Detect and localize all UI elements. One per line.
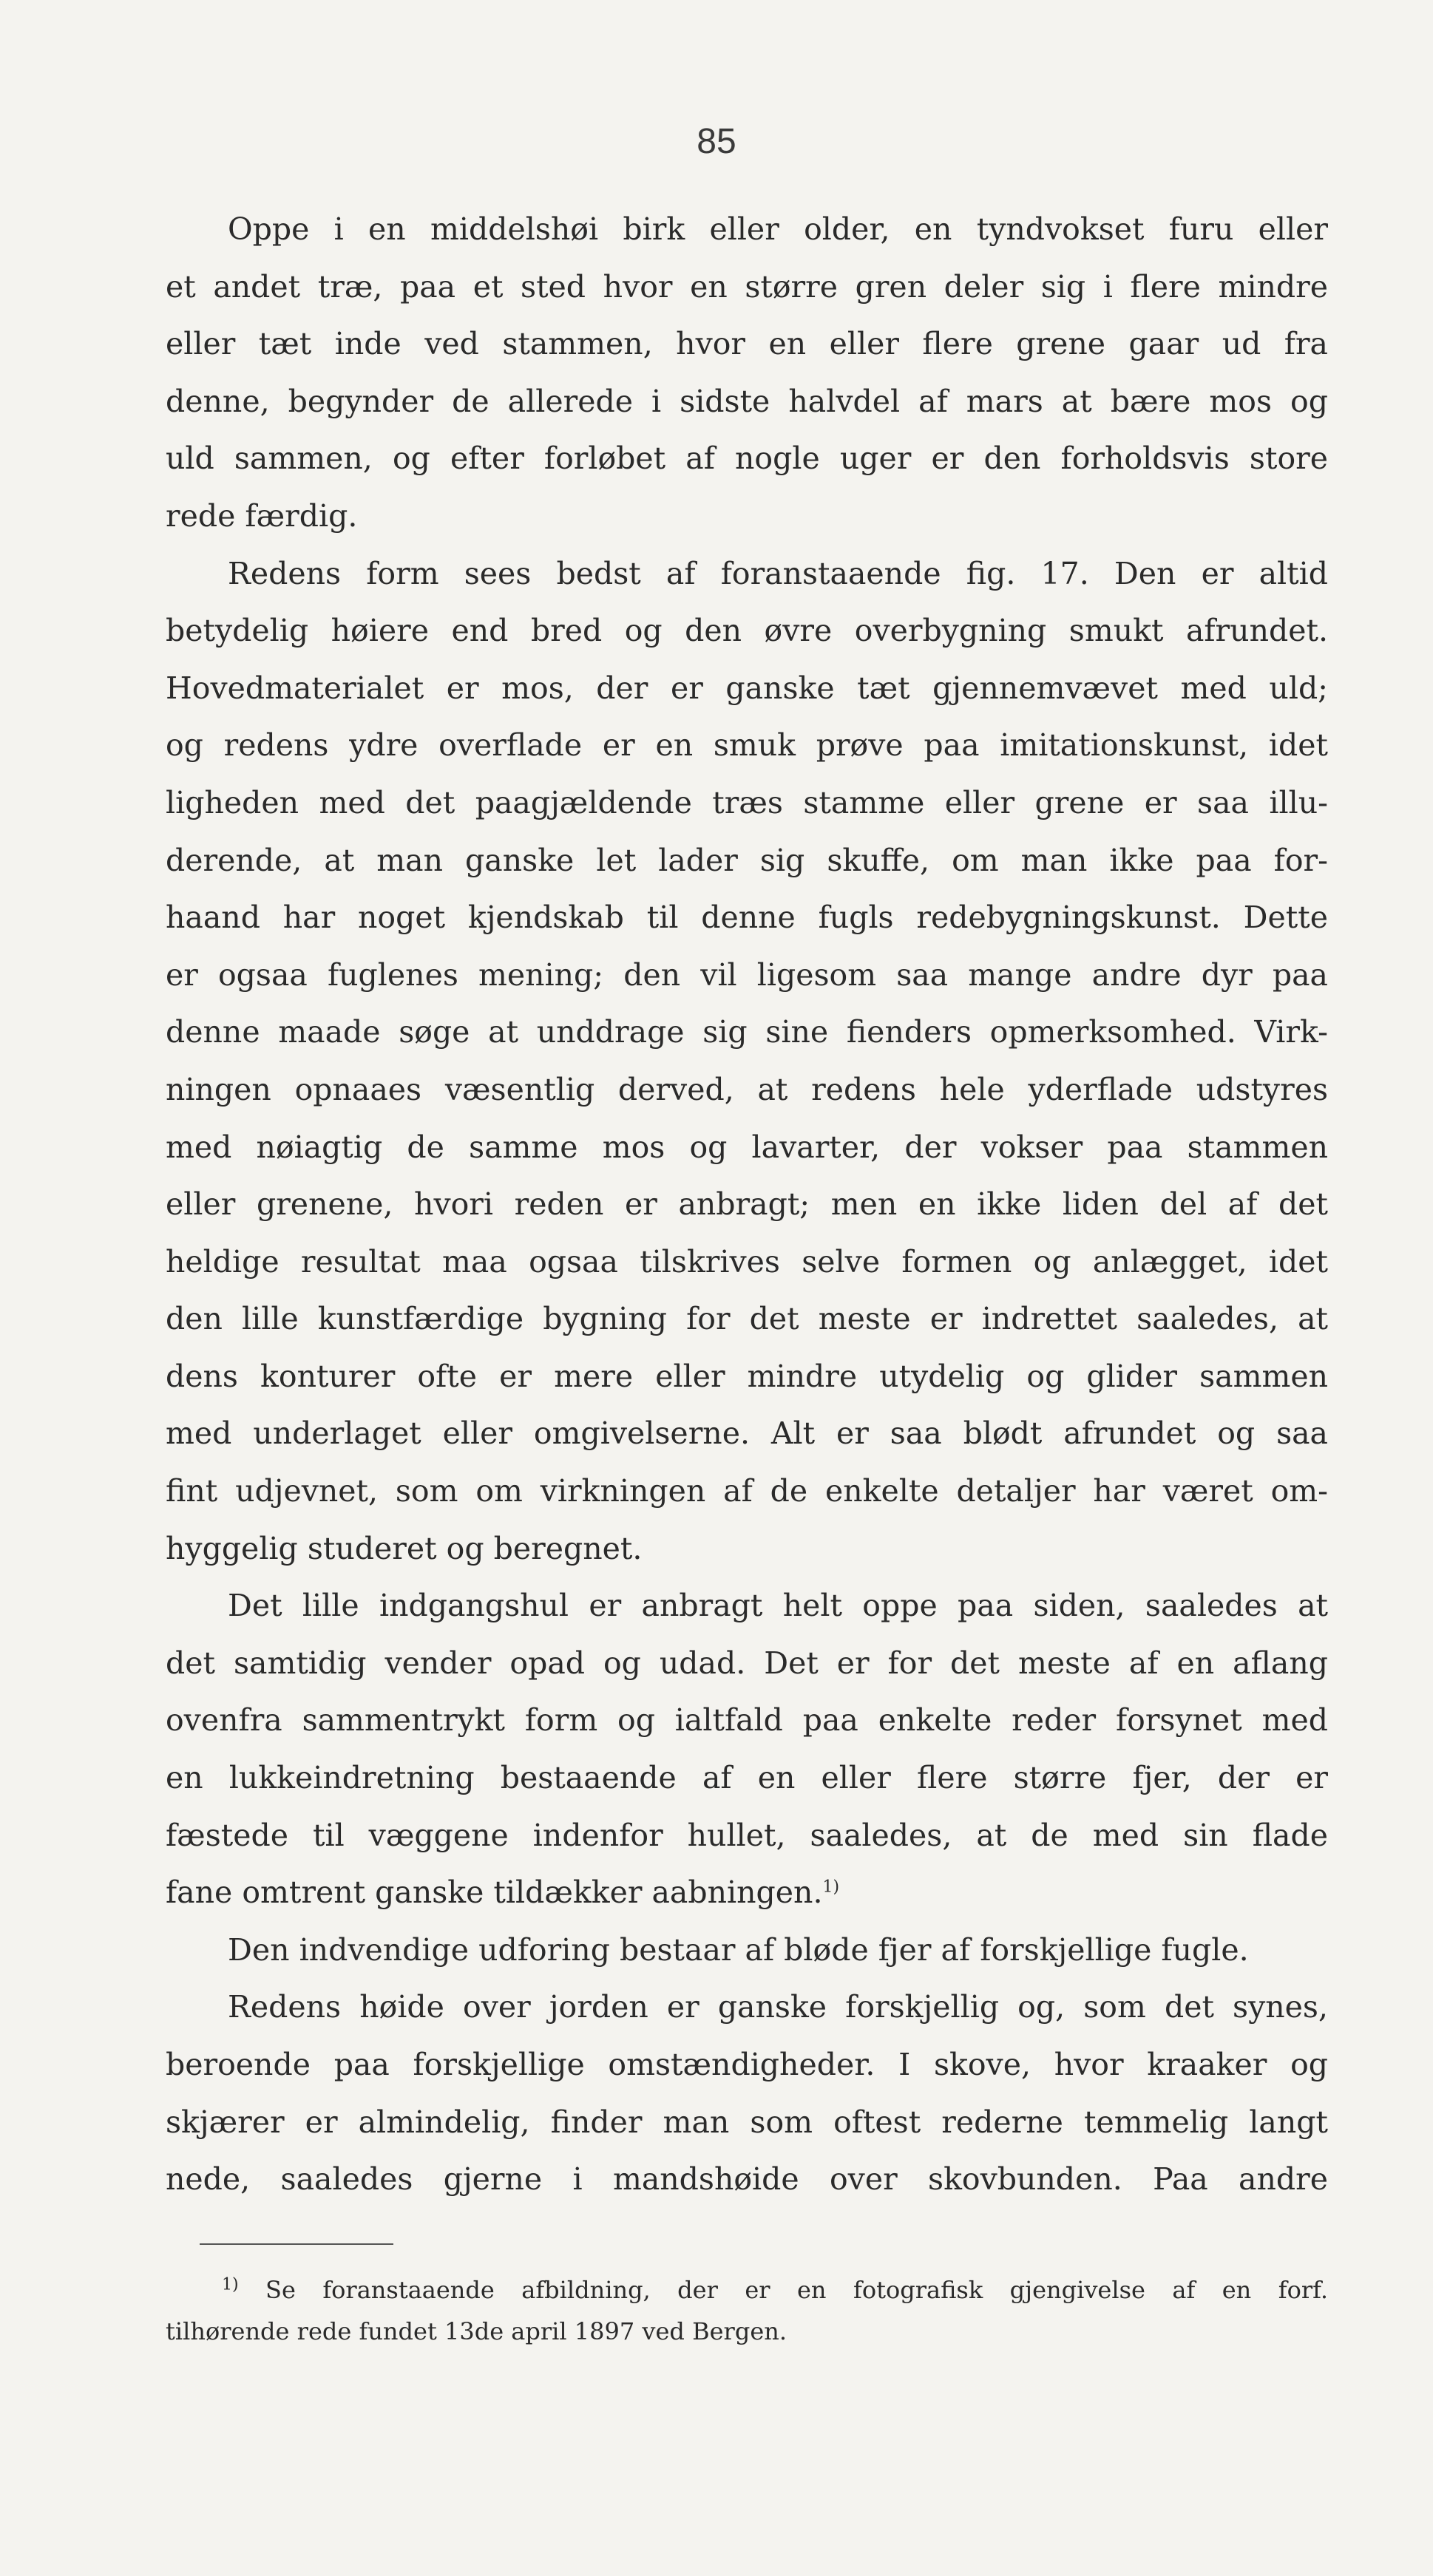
body-text: [166, 201, 1328, 2209]
text-line: det samtidig vender opad og udad. Det er for det meste af en aflang: [166, 1645, 1328, 1681]
text-line: ligheden med det paagjældende træs stamme eller grene er saa illu-: [166, 784, 1328, 820]
page-number: 85: [697, 122, 736, 161]
text-line: nede, saaledes gjerne i mandshøide over skovbunden. Paa andre: [166, 2161, 1328, 2198]
text-line: Redens høide over jorden er ganske forskjellig og, som det synes,: [228, 1989, 1328, 2025]
text-line: eller grenene, hvori reden er anbragt; men en ikke liden del af det: [166, 1186, 1328, 1223]
text-line: er ogsaa fuglenes mening; den vil ligesom saa mange andre dyr paa: [166, 956, 1328, 993]
text-line: ningen opnaaes væsentlig derved, at redens hele yderflade udstyres: [166, 1071, 1328, 1107]
text-line: med underlaget eller omgivelserne. Alt er saa blødt afrundet og saa: [166, 1416, 1328, 1452]
text-line: den lille kunstfærdige bygning for det meste er indrettet saaledes, at: [166, 1301, 1328, 1337]
footnote-line: tilhørende rede fundet 13de april 1897 ved Bergen.: [166, 2317, 787, 2345]
text-line: fæstede til væggene indenfor hullet, saaledes, at de med sin flade: [166, 1817, 1328, 1853]
footnote-reference: 1): [822, 1877, 840, 1897]
text-line: Oppe i en middelshøi birk eller older, en tyndvokset furu eller: [228, 211, 1328, 247]
footnote-divider: [200, 2243, 393, 2245]
footnote-line: [166, 2269, 1328, 2311]
text-line: beroende paa forskjellige omstændigheder. I skove, hvor kraaker og: [166, 2047, 1328, 2082]
text-line: fint udjevnet, som om virkningen af de enkelte detaljer har været om-: [166, 1473, 1328, 1509]
text-line: Hovedmaterialet er mos, der er ganske tæt gjennemvævet med uld;: [166, 670, 1328, 706]
text-line: Den indvendige udforing bestaar af bløde fjer af forskjellige fugle.: [228, 1931, 1249, 1968]
text-line: ovenfra sammentrykt form og ialtfald paa enkelte reder forsynet med: [166, 1702, 1328, 1739]
footnote-marker: 1): [222, 2275, 239, 2294]
text-line: denne, begynder de allerede i sidste halvdel af mars at bære mos og: [166, 383, 1328, 419]
text-line: Det lille indgangshul er anbragt helt oppe paa siden, saaledes at: [228, 1588, 1328, 1624]
footnote-line-text: Se foranstaaende afbildning, der er en fotografisk gjengivelse af en forf.: [265, 2276, 1328, 2304]
text-line: et andet træ, paa et sted hvor en større gren deler sig i flere mindre: [166, 268, 1328, 305]
text-line: en lukkeindretning bestaaende af en eller flere større fjer, der er: [166, 1760, 1328, 1796]
text-line: Redens form sees bedst af foranstaaende fig. 17. Den er altid: [228, 555, 1328, 591]
text-line: hyggelig studeret og beregnet.: [166, 1530, 643, 1566]
text-line: eller tæt inde ved stammen, hvor en eller flere grene gaar ud fra: [166, 326, 1328, 362]
text-line: dens konturer ofte er mere eller mindre utydelig og glider sammen: [166, 1358, 1328, 1394]
text-line: [166, 1864, 1328, 1922]
text-line: betydelig høiere end bred og den øvre overbygning smukt afrundet.: [166, 613, 1328, 649]
text-line-content: fane omtrent ganske tildækker aabningen.: [166, 1875, 823, 1911]
text-line: skjærer er almindelig, finder man som oftest rederne temmelig langt: [166, 2104, 1328, 2140]
text-line: uld sammen, og efter forløbet af nogle uger er den forholdsvis store: [166, 441, 1328, 477]
text-line: rede færdig.: [166, 497, 358, 534]
text-line: og redens ydre overflade er en smuk prøve paa imitationskunst, idet: [166, 727, 1328, 764]
text-line: derende, at man ganske let lader sig skuffe, om man ikke paa for-: [166, 842, 1328, 878]
text-line: heldige resultat maa ogsaa tilskrives selve formen og anlægget, idet: [166, 1243, 1328, 1279]
text-line: haand har noget kjendskab til denne fugls redebygningskunst. Dette: [166, 900, 1328, 936]
footnote: [166, 2269, 1328, 2352]
text-line: med nøiagtig de samme mos og lavarter, der vokser paa stammen: [166, 1129, 1328, 1165]
text-line: denne maade søge at unddrage sig sine fienders opmerksomhed. Virk-: [166, 1014, 1328, 1050]
